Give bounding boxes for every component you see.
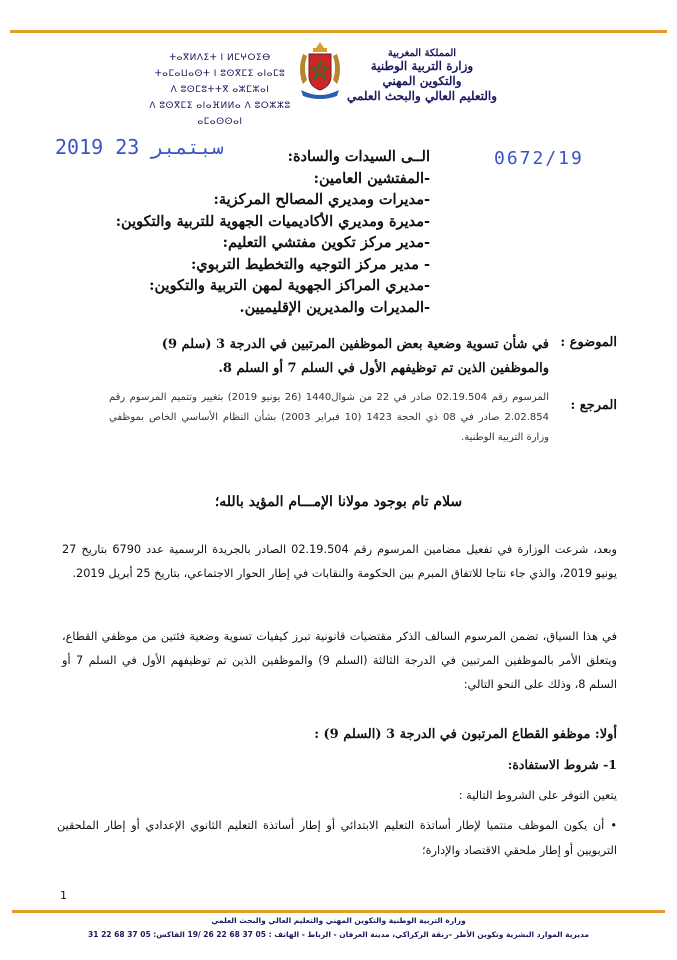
tifinagh-line: ⵜⴰⴳⵍⴷⵉⵜ ⵏ ⵍⵎⵖⵔⵉⴱ [169,53,271,63]
tifinagh-line: ⴷ ⵓⵙⵎⵓⵜⵜⴳ ⴰⵣⵎⵣⴰⵏ [170,85,270,95]
footer-ministry: وزارة التربية الوطنية والتكوين المهني والتعليم العالي والبحث العلمي [211,916,466,925]
coat-of-arms-icon [293,40,347,102]
header-divider [10,30,667,33]
date-stamp: 2019 سبتمبر 23 [55,135,224,159]
tifinagh-line: ⵜⴰⵎⴰⵡⴰⵙⵜ ⵏ ⵓⵙⴳⵎⵉ ⴰⵏⴰⵎⵓ [154,69,286,79]
footer-address: مديرية الموارد البشرية وتكوين الأطر –زنقة الركراكي، مدينة العرفان - الرباط - الهاتف : 05 37 68 22 26 /19 الفاكس: 05 37 68 22 31 [88,930,589,939]
recipient-line: -المديرات والمديرين الإقليميين. [239,298,430,316]
ministry-line: وزارة التربية الوطنية [370,59,474,73]
reference-number-stamp: 0672/19 [494,148,584,169]
section-heading: أولا: موظفو القطاع المرتبون في الدرجة 3 (السلم 9) : [314,727,617,742]
subject-label: الموضوع : [560,335,617,350]
subject-text: في شأن تسوية وضعية بعض الموظفين المرتبين في الدرجة 3 (سلم 9) والموظفين الذين تم توظيفهم الأول في السلم 7 أو السلم 8. [161,337,549,376]
tifinagh-line: ⴷ ⵓⵙⴳⵎⵉ ⴰⵏⴰⴼⵍⵍⴰ ⴷ ⵓⵔⵣⵣⵓ ⴰⵎⴰⵙⵙⴰⵏ [149,101,291,127]
recipients-list [116,146,430,318]
page-number: 1 [60,889,67,902]
recipient-line: -المفتشين العامين: [313,169,430,187]
recipient-line: -مديري المراكز الجهوية لمهن التربية والتكوين: [149,277,430,294]
tifinagh-ministry-name [140,50,300,130]
recipient-line: - مدير مركز التوجيه والتخطيط التربوي: [190,255,430,273]
conditions-intro: يتعين التوفر على الشروط التالية : [458,789,617,802]
bullet-icon: • [610,819,617,832]
body-paragraph: في هذا السياق، تضمن المرسوم السالف الذكر مقتضيات قانونية تبرز كيفيات تسوية وضعية فئتين من موظفي القطاع، ويتعلق الأمر بالموظفين المرتبين في الدرجة الثالثة (السلم 9) والموظفين الذين تم توظيفهم الأول في السلم 7 أو السلم 8، وذلك على النحو التالي: [62,630,617,691]
ministry-line: والتكوين المهني [382,74,462,88]
ministry-line: والتعليم العالي والبحث العلمي [346,89,498,103]
body-paragraph: وبعد، شرعت الوزارة في تفعيل مضامين المرسوم رقم 02.19.504 الصادر بالجريدة الرسمية عدد 6790 بتاريخ 27 يونيو 2019، والذي جاء نتاجا للاتفاق المبرم بين الحكومة والنقابات في إطار الحوار الاجتماعي، بتاريخ 25 أبريل 2019. [62,543,617,580]
footer [0,914,677,942]
reference-text: المرسوم رقم 02.19.504 صادر في 22 من شوال1440 (26 يونيو 2019) بتغيير وتتميم المرسوم رقم 2.02.854 صادر في 08 ذي الحجة 1423 (10 فبراير 2003) بشأن النظام الأساسي الخاص بموظفي وزارة التربية الوطنية. [109,392,549,443]
condition-list-item [57,813,617,863]
recipient-line: الــى السيدات والسادة: [287,148,430,165]
recipient-line: -مديرات ومديري المصالح المركزية: [213,191,430,208]
subsection-heading: 1- شروط الاستفادة: [507,757,617,772]
greeting: سلام تام بوجود مولانا الإمـــام المؤيد بالله؛ [214,494,463,510]
footer-divider [12,910,665,913]
ministry-name-arabic [342,48,502,104]
recipient-line: -مديرة ومديري الأكاديميات الجهوية للتربية والتكوين: [115,212,430,230]
kingdom-label: المملكة المغربية [387,48,457,59]
recipient-line: -مدير مركز تكوين مفتشي التعليم: [222,234,430,251]
condition-text: أن يكون الموظف منتميا لإطار أساتذة التعليم الابتدائي أو إطار أساتذة التعليم الثانوي الإعدادي أو إطار الملحقين التربويين أو إطار ملحقي الاقتصاد والإدارة؛ [57,819,617,857]
reference-label: المرجع : [570,398,617,413]
